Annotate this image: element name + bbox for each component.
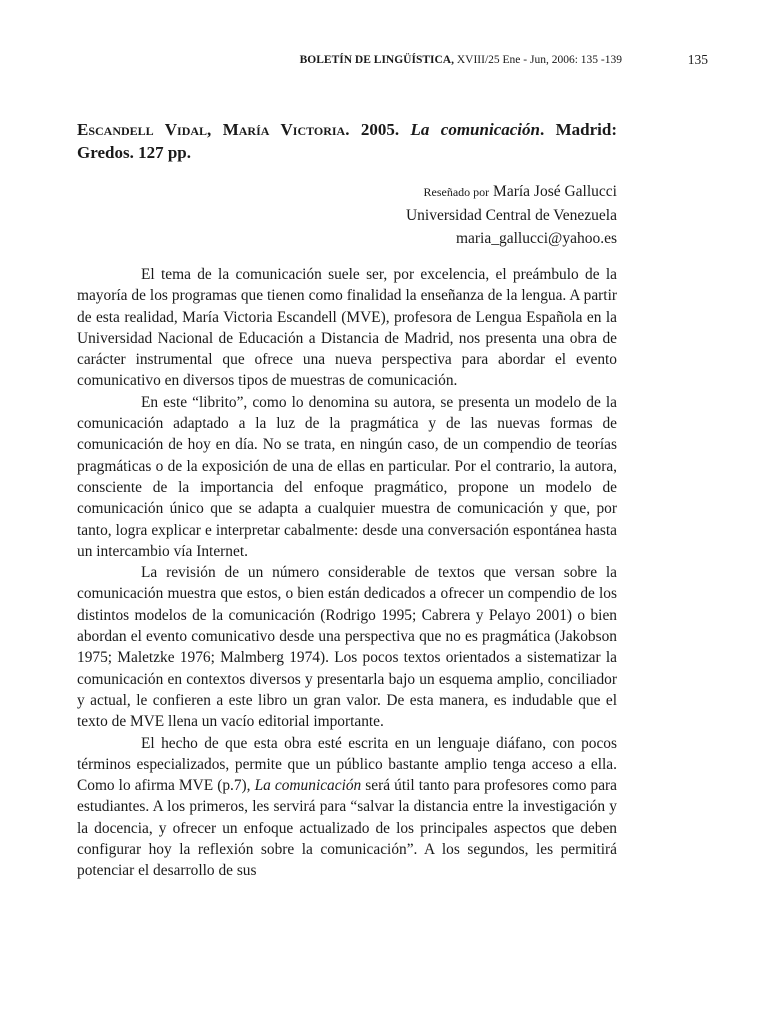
paragraph-4-book-title: La comunicación [254, 777, 362, 795]
book-author: Escandell Vidal, María Victoria [77, 120, 346, 139]
issue-info: XVIII/25 Ene - Jun, 2006: 135 -139 [453, 54, 622, 66]
reviewer-name: María José Gallucci [493, 183, 617, 200]
reviewer-affiliation: Universidad Central de Venezuela [405, 207, 617, 224]
paragraph-4-text-a: El hecho de que esta obra esté escrita en un lenguaje diáfano, con pocos términos especializados, permite que un público bastante amplio tenga acceso a ella. Como lo afirma MVE (p.7), [77, 734, 617, 795]
book-title: La comunicación [410, 120, 540, 139]
paragraph-4-text-b: será útil tanto para profesores como para estudiantes. A los primeros, les servirá para “salvar la distancia entre la investigación y la docencia, y ofrecer un enfoque actualizado de los principales aspectos que deben configurar hoy la reflexión sobre la comunicación”. A los segundos, les permitirá potenciar el desarrollo de sus [77, 777, 617, 880]
reviewer-email: maria_gallucci@yahoo.es [455, 230, 617, 247]
publisher-info: . Madrid: Gredos. 127 pp. [77, 120, 617, 162]
publication-year: . 2005. [345, 120, 411, 139]
reviewer-block [300, 180, 617, 250]
reviewed-by-label: Reseñado por [423, 185, 490, 199]
paragraph-1: El tema de la comunicación suele ser, por excelencia, el preámbulo de la mayoría de los programas que tienen como finalidad la enseñanza de la lengua. A partir de esta realidad, María Victoria Escandell (MVE), profesora de Lengua Española en la Universidad Nacional de Educación a Distancia de Madrid, nos presenta una obra de carácter instrumental que ofrece una nueva perspectiva para abordar el evento comunicativo en diversos tipos de muestras de comunicación. [77, 266, 617, 390]
page-number: 135 [687, 52, 708, 67]
review-body [77, 264, 617, 882]
paragraph-2: En este “librito”, como lo denomina su autora, se presenta un modelo de la comunicación adaptado a la luz de la pragmática y de las nuevas formas de comunicación de hoy en día. No se trata, en ningún caso, de un compendio de teorías pragmáticas o de la exposición de una de ellas en particular. Por el contrario, la autora, consciente de la importancia del enfoque pragmático, propone un modelo de comunicación único que se adapta a cualquier muestra de comunicación y que, por tanto, logra explicar e interpretar cabalmente: desde una conversación espontánea hasta un intercambio vía Internet. [77, 393, 617, 560]
journal-name: BOLETÍN DE LINGÜÍSTICA, [299, 54, 454, 66]
paragraph-4 [77, 733, 617, 882]
paragraph-3: La revisión de un número considerable de textos que versan sobre la comunicación muestra que estos, o bien están dedicados a ofrecer un compendio de los distintos modelos de la comunicación (Rodrigo 1995; Cabrera y Pelayo 2001) o bien abordan el evento comunicativo desde una perspectiva que no es pragmática (Jakobson 1975; Maletzke 1976; Malmberg 1974). Los pocos textos orientados a sistematizar la comunicación en contextos diversos y presentarla bajo un esquema amplio, conciliador y actual, le confieren a este libro un gran valor. De esta manera, es indudable que el texto de MVE llena un vacío editorial importante. [77, 564, 617, 731]
running-head [0, 54, 622, 66]
reviewer-line [300, 180, 617, 204]
review-title [77, 118, 617, 164]
